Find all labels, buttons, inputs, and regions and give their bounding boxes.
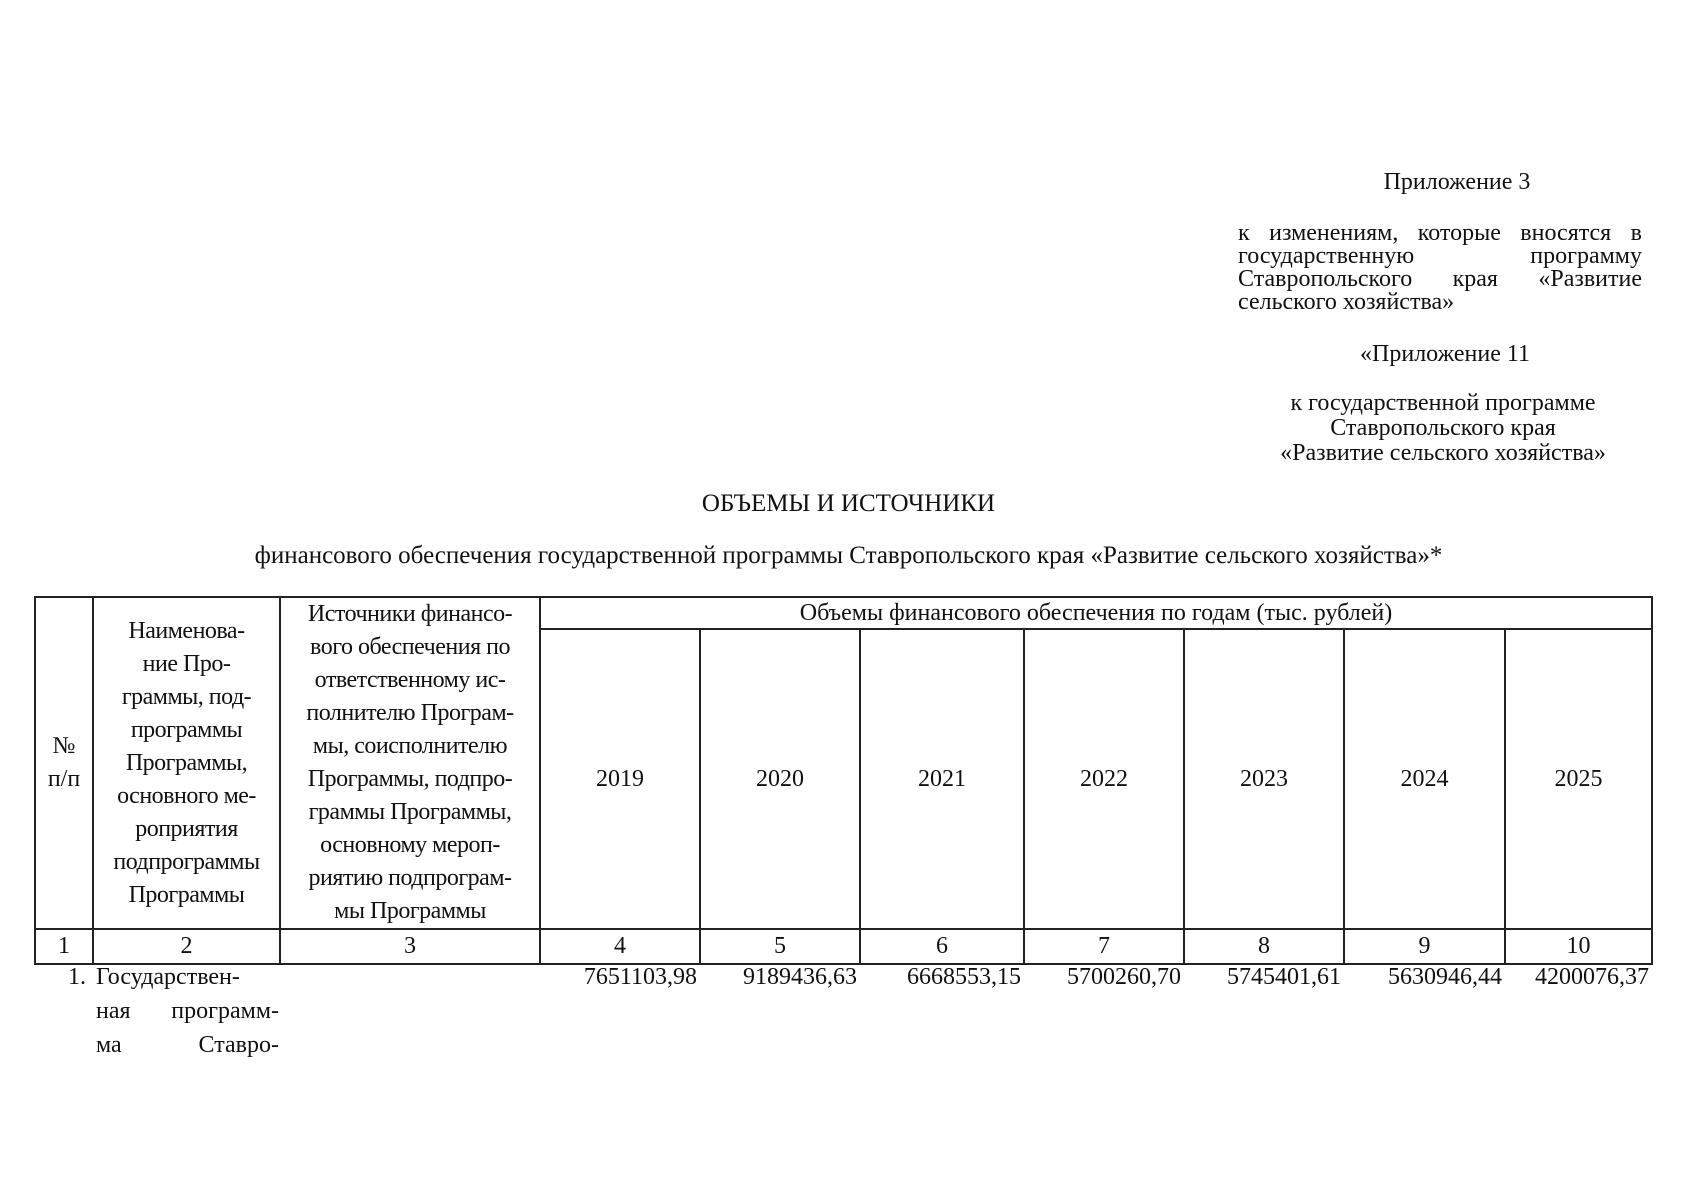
row-value-cell: 5745401,61 <box>1227 964 1341 990</box>
header-line: Программы <box>128 881 245 908</box>
column-number: 6 <box>860 929 1024 964</box>
table-row <box>34 960 1651 1062</box>
document-subtitle: финансового обеспечения государственной программы Ставропольского края «Развитие сельского хозяйства»* <box>254 542 1443 569</box>
year-header: 2020 <box>700 629 860 929</box>
row-financing-source <box>279 960 539 1062</box>
header-line: вого обеспечения по <box>310 634 510 660</box>
column-number: 8 <box>1184 929 1344 964</box>
column-header-financing-sources <box>280 597 540 929</box>
header-line: Программы, подпро- <box>307 766 513 792</box>
state-program-line: к государственной программе <box>1290 390 1596 416</box>
state-program-line: «Развитие сельского хозяйства» <box>1280 440 1606 466</box>
row-value-cell: 5630946,44 <box>1388 964 1502 990</box>
header-line: граммы, под- <box>121 683 252 710</box>
header-line: граммы Программы, <box>308 799 512 825</box>
row-program-name <box>92 960 279 1062</box>
column-header-years-group: Объемы финансового обеспечения по годам (тыс. рублей) <box>540 597 1652 629</box>
state-program-reference <box>1238 391 1648 466</box>
header-line: роприятия <box>135 815 238 842</box>
header-line: Наименова- <box>128 617 245 644</box>
row-number: 1. <box>68 964 86 990</box>
header-line: ответственному ис- <box>314 667 506 693</box>
amendments-text: к изменениям, которые вносятся в государственную программу Ставропольского края «Развитие сельского хозяйства» <box>1238 220 1642 315</box>
header-line: ние Про- <box>142 650 231 677</box>
header-line: Источники финансо- <box>307 601 513 627</box>
name-line: ная программ- <box>96 998 279 1024</box>
row-value-cell: 6668553,15 <box>907 964 1021 990</box>
column-number: 5 <box>700 929 860 964</box>
header-line: полнителю Програм- <box>306 700 514 726</box>
appendix-3-label: Приложение 3 <box>1383 169 1531 195</box>
row-value-cell: 7651103,98 <box>583 964 697 990</box>
year-header: 2024 <box>1344 629 1505 929</box>
year-header: 2019 <box>540 629 700 929</box>
row-value-cell: 5700260,70 <box>1067 964 1181 990</box>
year-header: 2022 <box>1024 629 1184 929</box>
column-number: 1 <box>35 929 93 964</box>
financing-table-header <box>34 596 1653 965</box>
header-line: мы, соисполнителю <box>312 733 508 759</box>
column-number: 2 <box>93 929 280 964</box>
row-value-cell: 9189436,63 <box>743 964 857 990</box>
column-header-program-name <box>93 597 280 929</box>
name-line: ма Ставро- <box>96 1032 279 1058</box>
column-number: 3 <box>280 929 540 964</box>
column-number: 7 <box>1024 929 1184 964</box>
column-number: 9 <box>1344 929 1505 964</box>
header-line: № <box>52 733 76 759</box>
document-title: ОБЪЕМЫ И ИСТОЧНИКИ <box>701 490 996 517</box>
column-header-number <box>35 597 93 929</box>
header-line: программы <box>130 716 243 743</box>
row-value-cell: 4200076,37 <box>1535 964 1649 990</box>
header-line: п/п <box>47 766 81 792</box>
column-number: 10 <box>1505 929 1652 964</box>
header-line: основного ме- <box>117 782 256 809</box>
name-line: Государствен- <box>96 964 240 990</box>
year-header: 2023 <box>1184 629 1344 929</box>
year-header: 2021 <box>860 629 1024 929</box>
header-line: мы Программы <box>334 898 486 924</box>
column-number: 4 <box>540 929 700 964</box>
header-line: основному мероп- <box>320 832 500 858</box>
state-program-line: Ставропольского края <box>1330 415 1556 441</box>
financing-table-body <box>34 960 1651 1062</box>
header-line: Программы, <box>125 749 248 776</box>
header-line: риятию подпрограм- <box>308 865 512 891</box>
appendix-11-label: «Приложение 11 <box>1360 341 1530 367</box>
header-line: подпрограммы <box>113 848 260 875</box>
year-header: 2025 <box>1505 629 1652 929</box>
